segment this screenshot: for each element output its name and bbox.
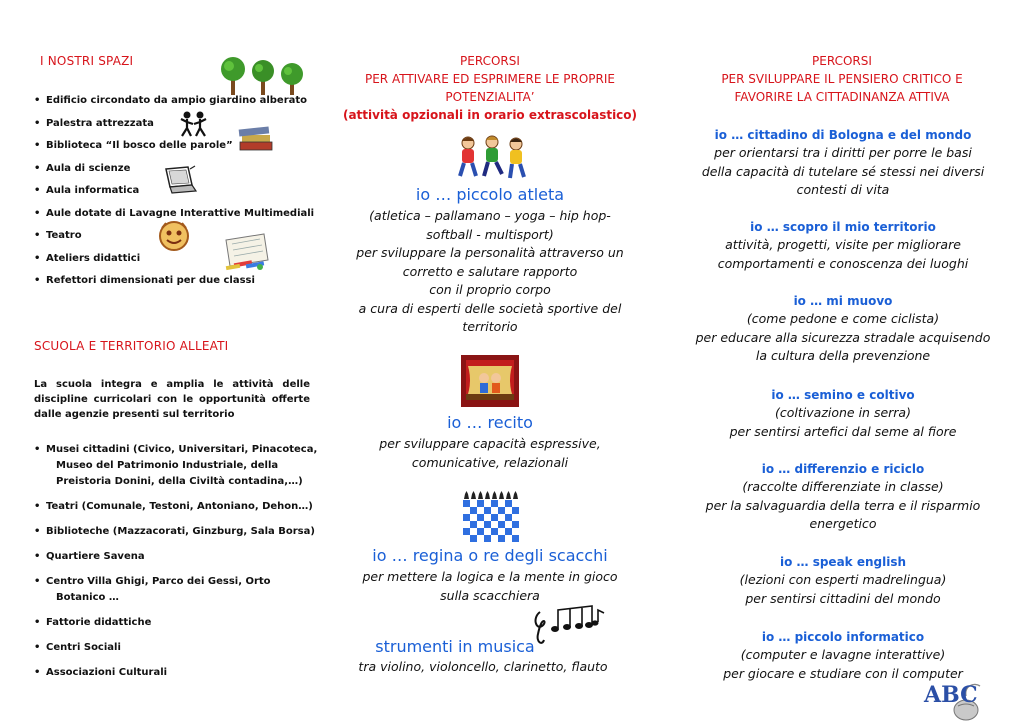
- header-subtitle: (attività opzionali in orario extrascolastico): [342, 108, 638, 122]
- books-icon: [236, 124, 276, 154]
- chess-square: [505, 500, 512, 507]
- description-line: con il proprio corpo: [429, 282, 551, 297]
- chess-square: [470, 528, 477, 535]
- ally-line: • Centri Sociali: [46, 642, 121, 653]
- chess-square: [498, 507, 505, 514]
- chess-square: [463, 535, 470, 542]
- citizenship-item-title: io … speak english: [779, 555, 907, 569]
- chess-square: [505, 528, 512, 535]
- chess-square: [470, 507, 477, 514]
- sport-description: [334, 207, 646, 337]
- description-line: (computer e lavagne interattive): [740, 647, 946, 662]
- abc-mouse-icon: [922, 676, 988, 724]
- chess-square: [498, 514, 505, 521]
- header-line: POTENZIALITA’: [445, 90, 535, 104]
- chess-square: [491, 535, 498, 542]
- chess-square: [470, 500, 477, 507]
- territory-title: SCUOLA E TERRITORIO ALLEATI: [34, 339, 229, 353]
- ally-line: • Biblioteche (Mazzacorati, Ginzburg, Sala Borsa): [46, 526, 315, 537]
- chess-square: [484, 535, 491, 542]
- description-line: attività, progetti, visite per migliorare: [725, 237, 961, 252]
- ally-line: • Musei cittadini (Civico, Universitari, Pinacoteca,: [46, 444, 318, 455]
- theater-mask-icon: [156, 220, 192, 252]
- theater-stage-icon: [460, 354, 520, 408]
- chess-square: [463, 500, 470, 507]
- description-line: comportamenti e conoscenza dei luoghi: [717, 255, 969, 271]
- chess-square: [484, 507, 491, 514]
- theater-description: [334, 435, 646, 472]
- description-line: territorio: [462, 319, 518, 334]
- description-line: per sviluppare capacità espressive,: [379, 436, 601, 451]
- citizenship-item-title: io … differenzio e riciclo: [761, 462, 925, 476]
- theater-section: [334, 412, 646, 472]
- description-line: energetico: [809, 516, 877, 531]
- header-line: PER ATTIVARE ED ESPRIMERE LE PROPRIE: [364, 72, 616, 86]
- sport-section: [334, 184, 646, 337]
- chess-square: [470, 535, 477, 542]
- chess-square: [498, 528, 505, 535]
- territory-intro: La scuola integra e amplia le attività delle discipline curricolari con le opportunità offerte dalle agenzie presenti sul territorio: [34, 379, 310, 420]
- chess-square: [470, 514, 477, 521]
- description-line: (atletica – pallamano – yoga – hip hop-: [369, 208, 611, 223]
- chess-square: [505, 507, 512, 514]
- space-item: • Ateliers didattici: [34, 252, 324, 265]
- description-line: sulla scacchiera: [440, 587, 540, 603]
- description-line: a cura di esperti delle società sportive del: [358, 300, 622, 316]
- chess-square: [484, 528, 491, 535]
- chess-square: [498, 500, 505, 507]
- citizenship-item: [686, 460, 1000, 534]
- chess-square: [491, 521, 498, 528]
- chess-square: [484, 514, 491, 521]
- music-description: [334, 658, 646, 677]
- ally-line: Museo del Patrimonio Industriale, della: [56, 460, 279, 471]
- spaces-title: I NOSTRI SPAZI: [40, 54, 134, 68]
- chess-square: [484, 521, 491, 528]
- chess-square: [463, 507, 470, 514]
- space-item: • Aula di scienze: [34, 162, 324, 175]
- ally-line: • Teatri (Comunale, Testoni, Antoniano, Dehon…): [46, 501, 313, 512]
- space-item: • Edificio circondato da ampio giardino alberato: [34, 94, 324, 107]
- sport-title: io … piccolo atleta: [415, 185, 565, 204]
- description-line: per sentirsi cittadini del mondo: [745, 590, 941, 606]
- ally-item: [34, 615, 324, 631]
- citizenship-item-title: io … scopro il mio territorio: [750, 220, 936, 234]
- ally-line: Botanico …: [56, 592, 119, 603]
- chess-square: [484, 500, 491, 507]
- citizenship-item: [686, 553, 1000, 608]
- ally-item: [34, 499, 324, 515]
- ally-line: • Associazioni Culturali: [46, 667, 168, 678]
- music-section: [334, 636, 646, 677]
- description-line: corretto e salutare rapporto: [402, 263, 578, 279]
- music-title: strumenti in musica: [375, 637, 535, 656]
- chess-square: [512, 528, 519, 535]
- allies-list: [34, 442, 324, 690]
- description-line: (lezioni con esperti madrelingua): [739, 572, 947, 587]
- chess-square: [491, 514, 498, 521]
- header-line: PERCORSI: [812, 54, 872, 68]
- laptop-icon: [162, 165, 198, 195]
- ally-line: Preistoria Donini, della Civiltà contadina,…): [56, 476, 303, 487]
- trees-icon: [218, 55, 310, 97]
- description-line: per mettere la logica e la mente in gioco: [362, 569, 618, 584]
- chess-square: [505, 521, 512, 528]
- chess-square: [491, 500, 498, 507]
- theater-title: io … recito: [447, 413, 533, 432]
- space-item: • Teatro: [34, 229, 324, 242]
- chess-square: [477, 528, 484, 535]
- description-line: (come pedone e come ciclista): [746, 311, 940, 326]
- header-line: PERCORSI: [460, 54, 520, 68]
- citizenship-item-title: io … mi muovo: [793, 294, 893, 308]
- chess-square: [512, 514, 519, 521]
- citizenship-item-title: io … cittadino di Bologna e del mondo: [714, 128, 972, 142]
- chess-square: [477, 521, 484, 528]
- citizenship-item-title: io … piccolo informatico: [761, 630, 925, 644]
- space-item: • Refettori dimensionati per due classi: [34, 274, 324, 287]
- description-line: comunicative, relazionali: [411, 454, 569, 470]
- ally-item: [34, 665, 324, 681]
- header-line: FAVORIRE LA CITTADINANZA ATTIVA: [734, 90, 950, 104]
- citizenship-item: [686, 292, 1000, 366]
- art-palette-icon: [220, 232, 272, 272]
- description-line: softball - multisport): [426, 226, 554, 242]
- chess-square: [498, 521, 505, 528]
- ally-line: • Fattorie didattiche: [46, 617, 152, 628]
- description-line: la cultura della prevenzione: [755, 348, 931, 363]
- citizenship-item-title: io … semino e coltivo: [771, 388, 915, 402]
- chess-square: [477, 514, 484, 521]
- chess-description: [334, 568, 646, 605]
- chess-square: [512, 507, 519, 514]
- citizenship-item: [686, 218, 1000, 273]
- ally-line: • Centro Villa Ghigi, Parco dei Gessi, Orto: [46, 576, 271, 587]
- description-line: (raccolte differenziate in classe): [742, 479, 944, 494]
- chess-section: [334, 545, 646, 605]
- chess-square: [505, 514, 512, 521]
- citizenship-item: [686, 628, 1000, 683]
- description-line: per giocare e studiare con il computer: [723, 665, 963, 681]
- description-line: contesti di vita: [796, 182, 890, 197]
- space-item: • Aule dotate di Lavagne Interattive Multimediali: [34, 207, 324, 220]
- chess-square: [470, 521, 477, 528]
- description-line: della capacità di tutelare sé stessi nei diversi: [701, 163, 985, 179]
- chess-square: [512, 500, 519, 507]
- citizenship-item: [686, 386, 1000, 441]
- ally-line: • Quartiere Savena: [46, 551, 145, 562]
- description-line: per sentirsi artefici dal seme al fiore: [729, 423, 957, 439]
- chess-square: [491, 507, 498, 514]
- chess-title: io … regina o re degli scacchi: [372, 546, 608, 565]
- chess-square: [463, 514, 470, 521]
- ally-item: [34, 442, 324, 490]
- paths-citizenship-header: [686, 52, 998, 106]
- chess-square: [463, 528, 470, 535]
- description-line: tra violino, violoncello, clarinetto, flauto: [358, 659, 608, 674]
- kids-running-icon: [456, 134, 528, 182]
- chess-square: [512, 535, 519, 542]
- chess-square: [505, 535, 512, 542]
- ally-item: [34, 640, 324, 656]
- chess-square: [477, 500, 484, 507]
- description-line: per sviluppare la personalità attraverso un: [356, 245, 624, 260]
- chess-square: [498, 535, 505, 542]
- description-line: per orientarsi tra i diritti per porre le basi: [714, 145, 972, 160]
- description-line: per educare alla sicurezza stradale acquisendo: [695, 329, 991, 345]
- abc-logo-text: ABC: [924, 682, 978, 708]
- space-item: • Aula informatica: [34, 184, 324, 197]
- children-dancing-icon: [178, 110, 208, 138]
- chess-square: [477, 535, 484, 542]
- chessboard-icon: [463, 490, 519, 542]
- header-line: PER SVILUPPARE IL PENSIERO CRITICO E: [721, 72, 963, 86]
- paths-potential-header: [334, 52, 646, 124]
- description-line: (coltivazione in serra): [775, 405, 911, 420]
- ally-item: [34, 549, 324, 565]
- ally-item: [34, 524, 324, 540]
- chess-square: [477, 507, 484, 514]
- chess-square: [512, 521, 519, 528]
- space-item: • Palestra attrezzata: [34, 117, 324, 130]
- chess-square: [463, 521, 470, 528]
- description-line: per la salvaguardia della terra e il risparmio: [705, 497, 981, 513]
- citizenship-item: [686, 126, 1000, 200]
- space-item: • Biblioteca “Il bosco delle parole”: [34, 139, 324, 152]
- ally-item: [34, 574, 324, 606]
- chess-square: [491, 528, 498, 535]
